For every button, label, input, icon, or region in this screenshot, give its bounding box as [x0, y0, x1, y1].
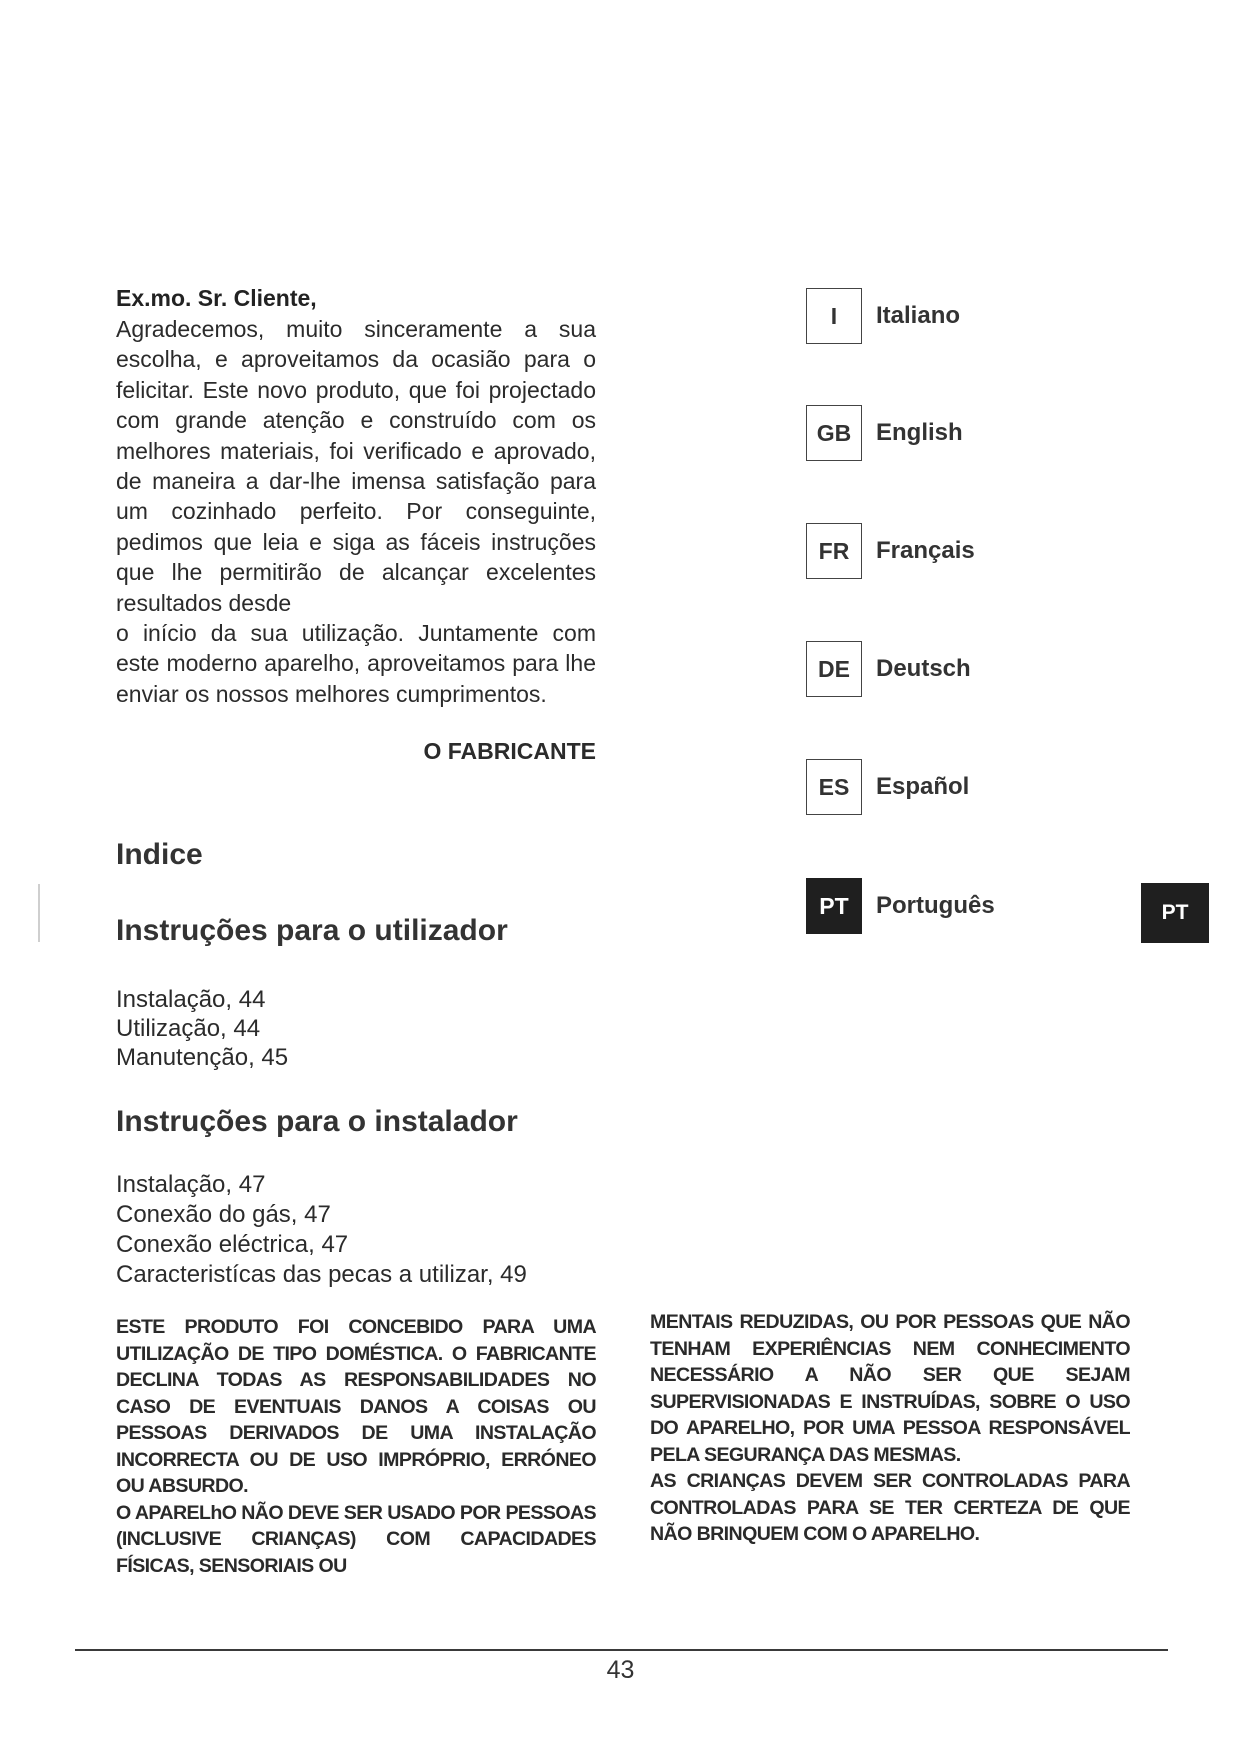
language-code-box: I [806, 288, 862, 344]
language-code-box-active: PT [806, 878, 862, 934]
language-option-italiano[interactable] [806, 287, 960, 345]
language-option-portugues[interactable] [806, 877, 995, 935]
language-option-deutsch[interactable] [806, 640, 971, 698]
intro-text [116, 314, 596, 709]
warning-paragraph: ESTE PRODUTO FOI CONCEBIDO PARA UMA UTILIZAÇÃO DE TIPO DOMÉSTICA. O FABRICANTE DECLINA TODAS AS RESPONSABILIDADES NO CASO DE EVENTUAIS DANOS A COISAS OU PESSOAS DERIVADOS DE UMA INSTALAÇÃO INCORRECTA OU DE USO IMPRÓPRIO, ERRÓNEO OU ABSURDO. [116, 1316, 596, 1497]
language-code-box: DE [806, 641, 862, 697]
user-instructions-heading: Instruções para o utilizador [116, 914, 508, 947]
language-name: Português [876, 892, 995, 919]
language-option-english[interactable] [806, 404, 963, 462]
signature: O FABRICANTE [423, 738, 596, 764]
warning-paragraph: O APARELhO NÃO DEVE SER USADO POR PESSOAS (INCLUSIVE CRIANÇAS) COM CAPACIDADES FÍSICAS, SENSORIAIS OU [116, 1501, 596, 1577]
toc-entry[interactable]: Instalação, 47 [116, 1171, 266, 1198]
language-name: English [876, 419, 963, 446]
language-code-box: ES [806, 759, 862, 815]
user-instructions-list [116, 985, 288, 1072]
intro-paragraph: Agradecemos, muito sinceramente a sua escolha, e aproveitamos da ocasião para o felicitar. Este novo produto, que foi projectado com grande atenção e construído com os melhores materiais, foi verificado e aprovado, de maneira a dar-lhe imensa satisfação para um cozinhado perfeito. Por conseguinte, pedimos que leia e siga as fáceis instruções que lhe permitirão de alcançar excelentes resultados desde [116, 316, 596, 616]
page-edge-mark [38, 884, 40, 942]
toc-entry[interactable]: Manutenção, 45 [116, 1044, 289, 1071]
index-title: Indice [116, 838, 203, 871]
language-code-box: FR [806, 523, 862, 579]
language-code-box: GB [806, 405, 862, 461]
toc-entry[interactable]: Utilização, 44 [116, 1015, 261, 1042]
language-name: Français [876, 537, 975, 564]
language-option-francais[interactable] [806, 522, 975, 580]
safety-warning-right [650, 1309, 1130, 1548]
safety-warning-left [116, 1314, 596, 1579]
language-name: Italiano [876, 302, 961, 329]
footer-divider [75, 1649, 1168, 1651]
toc-entry[interactable]: Conexão eléctrica, 47 [116, 1231, 349, 1258]
installer-instructions-heading: Instruções para o instalador [116, 1105, 518, 1138]
toc-entry[interactable]: Instalação, 44 [116, 986, 266, 1013]
installer-instructions-list [116, 1170, 527, 1290]
intro-paragraph: o início da sua utilização. Juntamente com este moderno aparelho, aproveitamos para lhe enviar os nossos melhores cumprimentos. [116, 620, 596, 707]
warning-paragraph: AS CRIANÇAS DEVEM SER CONTROLADAS PARA CONTROLADAS PARA SE TER CERTEZA DE QUE NÃO BRINQUEM COM O APARELHO. [650, 1470, 1130, 1545]
section-tab[interactable]: PT [1141, 883, 1209, 943]
language-name: Deutsch [876, 655, 971, 682]
warning-paragraph: MENTAIS REDUZIDAS, OU POR PESSOAS QUE NÃO TENHAM EXPERIÊNCIAS NEM CONHECIMENTO NECESSÁRIO A NÃO SER QUE SEJAM SUPERVISIONADAS E INSTRUÍDAS, SOBRE O USO DO APARELHO, POR UMA PESSOA RESPONSÁVEL PELA SEGURANÇA DAS MESMAS. [650, 1311, 1130, 1466]
greeting: Ex.mo. Sr. Cliente, [116, 285, 317, 311]
language-name: Español [876, 773, 970, 800]
language-option-espanol[interactable] [806, 758, 969, 816]
toc-entry[interactable]: Caracteristícas das pecas a utilizar, 49 [116, 1261, 527, 1288]
page-number: 43 [606, 1656, 635, 1684]
toc-entry[interactable]: Conexão do gás, 47 [116, 1201, 331, 1228]
